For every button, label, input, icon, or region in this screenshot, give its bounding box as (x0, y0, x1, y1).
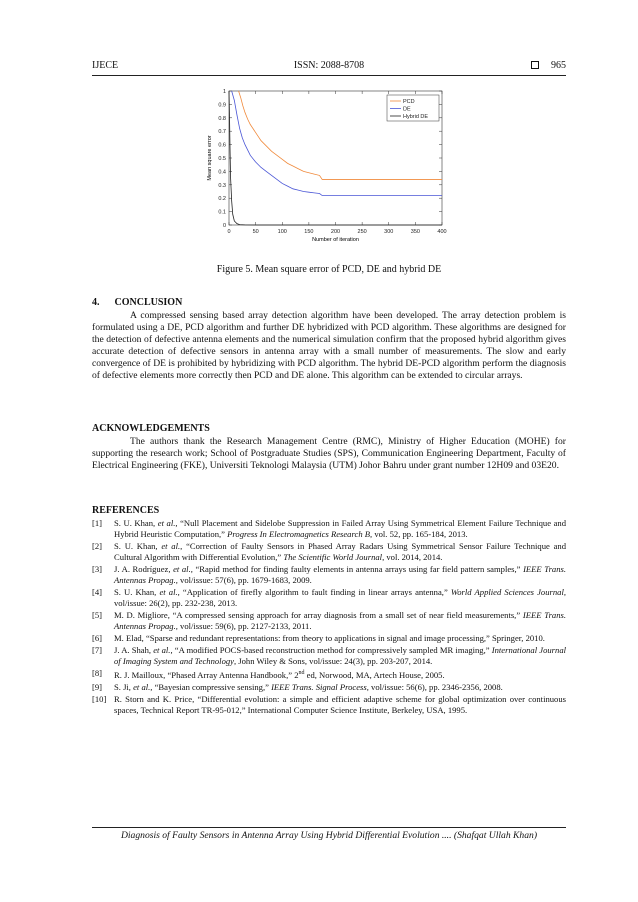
x-tick-label: 100 (277, 229, 287, 235)
y-tick-label: 0.4 (218, 169, 226, 176)
mse-chart (196, 86, 452, 256)
reference-number: [8] (92, 668, 103, 678)
reference-number: [1] (92, 518, 103, 528)
reference-text-part: R. J. Mailloux, “Phased Array Antenna Handbook,” 2 (114, 669, 299, 680)
page-header (92, 58, 566, 74)
x-tick-label: 300 (384, 229, 394, 235)
figure-caption: Figure 5. Mean square error of PCD, DE and hybrid DE (216, 264, 442, 275)
reference-text-part: et al. (133, 681, 151, 692)
reference-text-part: IEEE Trans. Signal Process (271, 681, 367, 692)
reference-item (92, 645, 566, 667)
header-rule (92, 75, 566, 76)
reference-text-part: , vol/issue: 26(2), pp. 232-238, 2013. (114, 587, 567, 608)
reference-item (92, 694, 566, 716)
reference-text-part: IEEE Trans. Antennas Propag. (114, 610, 567, 631)
reference-number: [3] (92, 564, 103, 574)
reference-text-part: R. Storn and K. Price, “Differential evolution: a simple and efficient adaptive scheme for global optimization over continuous spaces, Technical Report TR-95-012,” International Computer Science Institute, Berkeley, USA, 1995. (114, 693, 566, 715)
reference-text-part: , “Bayesian compressive sensing,” (150, 681, 272, 692)
reference-number: [4] (92, 587, 103, 597)
x-tick-label: 50 (252, 229, 259, 235)
y-tick-label: 0.8 (218, 115, 226, 122)
reference-item (92, 518, 566, 540)
reference-number: [6] (92, 633, 103, 643)
reference-list (92, 518, 566, 717)
page-number-group (531, 58, 566, 74)
reference-text-part: et al. (153, 645, 171, 655)
x-tick-label: 200 (330, 229, 341, 235)
reference-text-part: et al. (159, 587, 178, 597)
legend-label-hybrid-de: Hybrid DE (403, 114, 429, 120)
x-tick-label: 150 (304, 229, 314, 235)
acknowledgements-text: The authors thank the Research Management Centre (RMC), Ministry of Higher Education (MOHE) for supporting the research work; School of Postgraduate Studies (SPS), Communication Engineering Department, Faculty of Electrical Engineering (FKE), Universiti Teknologi Malaysia (UTM) Johor Bahru under grant number 12H09 and 03E20. (92, 436, 566, 471)
reference-text-part: S. U. Khan, (114, 541, 162, 551)
acknowledgements-heading: ACKNOWLEDGEMENTS (92, 423, 210, 434)
reference-text-part: , vol/issue: 56(6), pp. 2346-2356, 2008. (366, 681, 503, 692)
page-footer: Diagnosis of Faulty Sensors in Antenna Array Using Hybrid Differential Evolution .... (Shafqat Ullah Khan) (120, 830, 538, 841)
reference-item (92, 633, 566, 644)
reference-number: [10] (92, 693, 107, 704)
reference-text-part: J. A. Rodríguez, (114, 564, 174, 574)
reference-number: [9] (92, 681, 103, 692)
reference-text-part: World Applied Sciences Journal (450, 587, 564, 597)
reference-text-part: M. Elad, “Sparse and redundant representations: from theory to applications in signal and image processing,” Springer, 2010. (114, 633, 545, 643)
reference-text-part: S. Ji, (114, 681, 134, 692)
reference-number: [2] (92, 541, 103, 551)
chart-legend (387, 95, 439, 121)
reference-text-part: , “A modified POCS-based reconstruction method for compressively sampled MR imaging,” (170, 645, 492, 655)
reference-text-part: et al. (161, 541, 181, 551)
reference-text-part: , “Null Placement and Sidelobe Suppression in Failed Array Using Symmetrical Element Failure Technique and Hybrid Heuristic Computation,” (114, 518, 566, 539)
reference-item (92, 668, 566, 681)
reference-item (92, 564, 566, 586)
reference-item (92, 541, 566, 563)
reference-text-part: IEEE Trans. Antennas Propag. (114, 564, 566, 585)
reference-item (92, 587, 566, 609)
y-tick-label: 0.6 (218, 142, 226, 149)
y-tick-label: 0.1 (218, 209, 226, 216)
reference-text-part: J. A. Shah, (114, 645, 154, 655)
reference-text-part: , “Correction of Faulty Sensors in Phased Array Radars Using Symmetrical Sensor Failure Technique and Cultural Algorithm with Differential Evolution,” (114, 541, 566, 562)
y-axis-label: Mean square error (207, 135, 213, 181)
reference-text-part: ed, Norwood, MA, Artech House, 2005. (304, 669, 445, 680)
legend-label-de: DE (403, 106, 411, 113)
reference-text-part: The Scientific World Journal (283, 552, 383, 562)
y-tick-label: 0 (222, 223, 226, 229)
reference-text-part: M. D. Migliore, “A compressed sensing approach for array diagnosis from a small set of near field measurements,” (114, 610, 523, 620)
reference-text-part: , vol/issue: 57(6), pp. 1679-1683, 2009. (175, 575, 312, 585)
reference-text-part: Progress In Electromagnetics Research B, (227, 529, 373, 539)
legend-label-pcd: PCD (403, 99, 415, 105)
conclusion-heading: 4. CONCLUSION (92, 297, 183, 308)
reference-text-part: et al. (157, 518, 176, 528)
reference-text-part: S. U. Khan, (114, 587, 160, 597)
x-tick-label: 400 (437, 229, 447, 235)
reference-text-part: et al. (173, 564, 191, 574)
footer-rule (92, 827, 566, 828)
y-tick-label: 0.7 (218, 129, 226, 136)
reference-text-part: , vol/issue: 59(6), pp. 2127-2133, 2011. (175, 621, 312, 631)
x-tick-label: 0 (227, 229, 231, 235)
x-axis-label: Number of iteration (312, 237, 359, 243)
reference-text-part: , “Rapid method for finding faulty elements in antenna arrays using far field pattern samples,” (190, 564, 524, 574)
y-tick-label: 1 (222, 89, 226, 95)
y-tick-label: 0.9 (218, 102, 226, 109)
y-tick-label: 0.3 (218, 182, 226, 189)
checkbox-icon (531, 61, 539, 69)
issn-label: ISSN: 2088-8708 (293, 60, 365, 71)
page-number: 965 (551, 60, 566, 71)
x-tick-label: 250 (357, 229, 367, 235)
references-heading: REFERENCES (92, 505, 160, 516)
reference-text-part: , “Application of firefly algorithm to fault finding in linear arrays antenna,” (177, 587, 451, 597)
journal-name: IJECE (92, 60, 119, 71)
reference-text-part: S. U. Khan, (114, 518, 158, 528)
reference-item (92, 610, 566, 632)
reference-number: [5] (92, 610, 103, 620)
y-tick-label: 0.5 (218, 156, 226, 162)
x-tick-label: 350 (410, 229, 420, 235)
conclusion-text: A compressed sensing based array detection algorithm have been developed. The array detection problem is formulated using a DE, PCD algorithm and further DE hybridized with PCD algorithm. These algorithms are designed for the detection of defective antenna elements and the numerical simulation confirm that the proposed hybrid algorithm gives accurate detection of defective sensors in antenna array with a small number of measurements. The slow and early convergence of DE is prohibited by hybridizing with PCD algorithm. The hybrid DE-PCD algorithm perform the diagnosis of defective elements more correctly then PCD and DE alone. This algorithm can be extended to circular arrays. (92, 310, 566, 381)
reference-number: [7] (92, 645, 103, 655)
reference-text-part: nd (298, 670, 305, 676)
reference-text-part: vol. 52, pp. 165-184, 2013. (372, 529, 468, 539)
y-tick-label: 0.2 (218, 196, 226, 203)
reference-text-part: , John Wiley & Sons, vol/issue: 24(3), pp. 203-207, 2014. (233, 656, 433, 666)
reference-text-part: International Journal of Imaging System and Technology (114, 645, 567, 666)
reference-item (92, 682, 566, 693)
reference-text-part: , vol. 2014, 2014. (382, 552, 443, 562)
